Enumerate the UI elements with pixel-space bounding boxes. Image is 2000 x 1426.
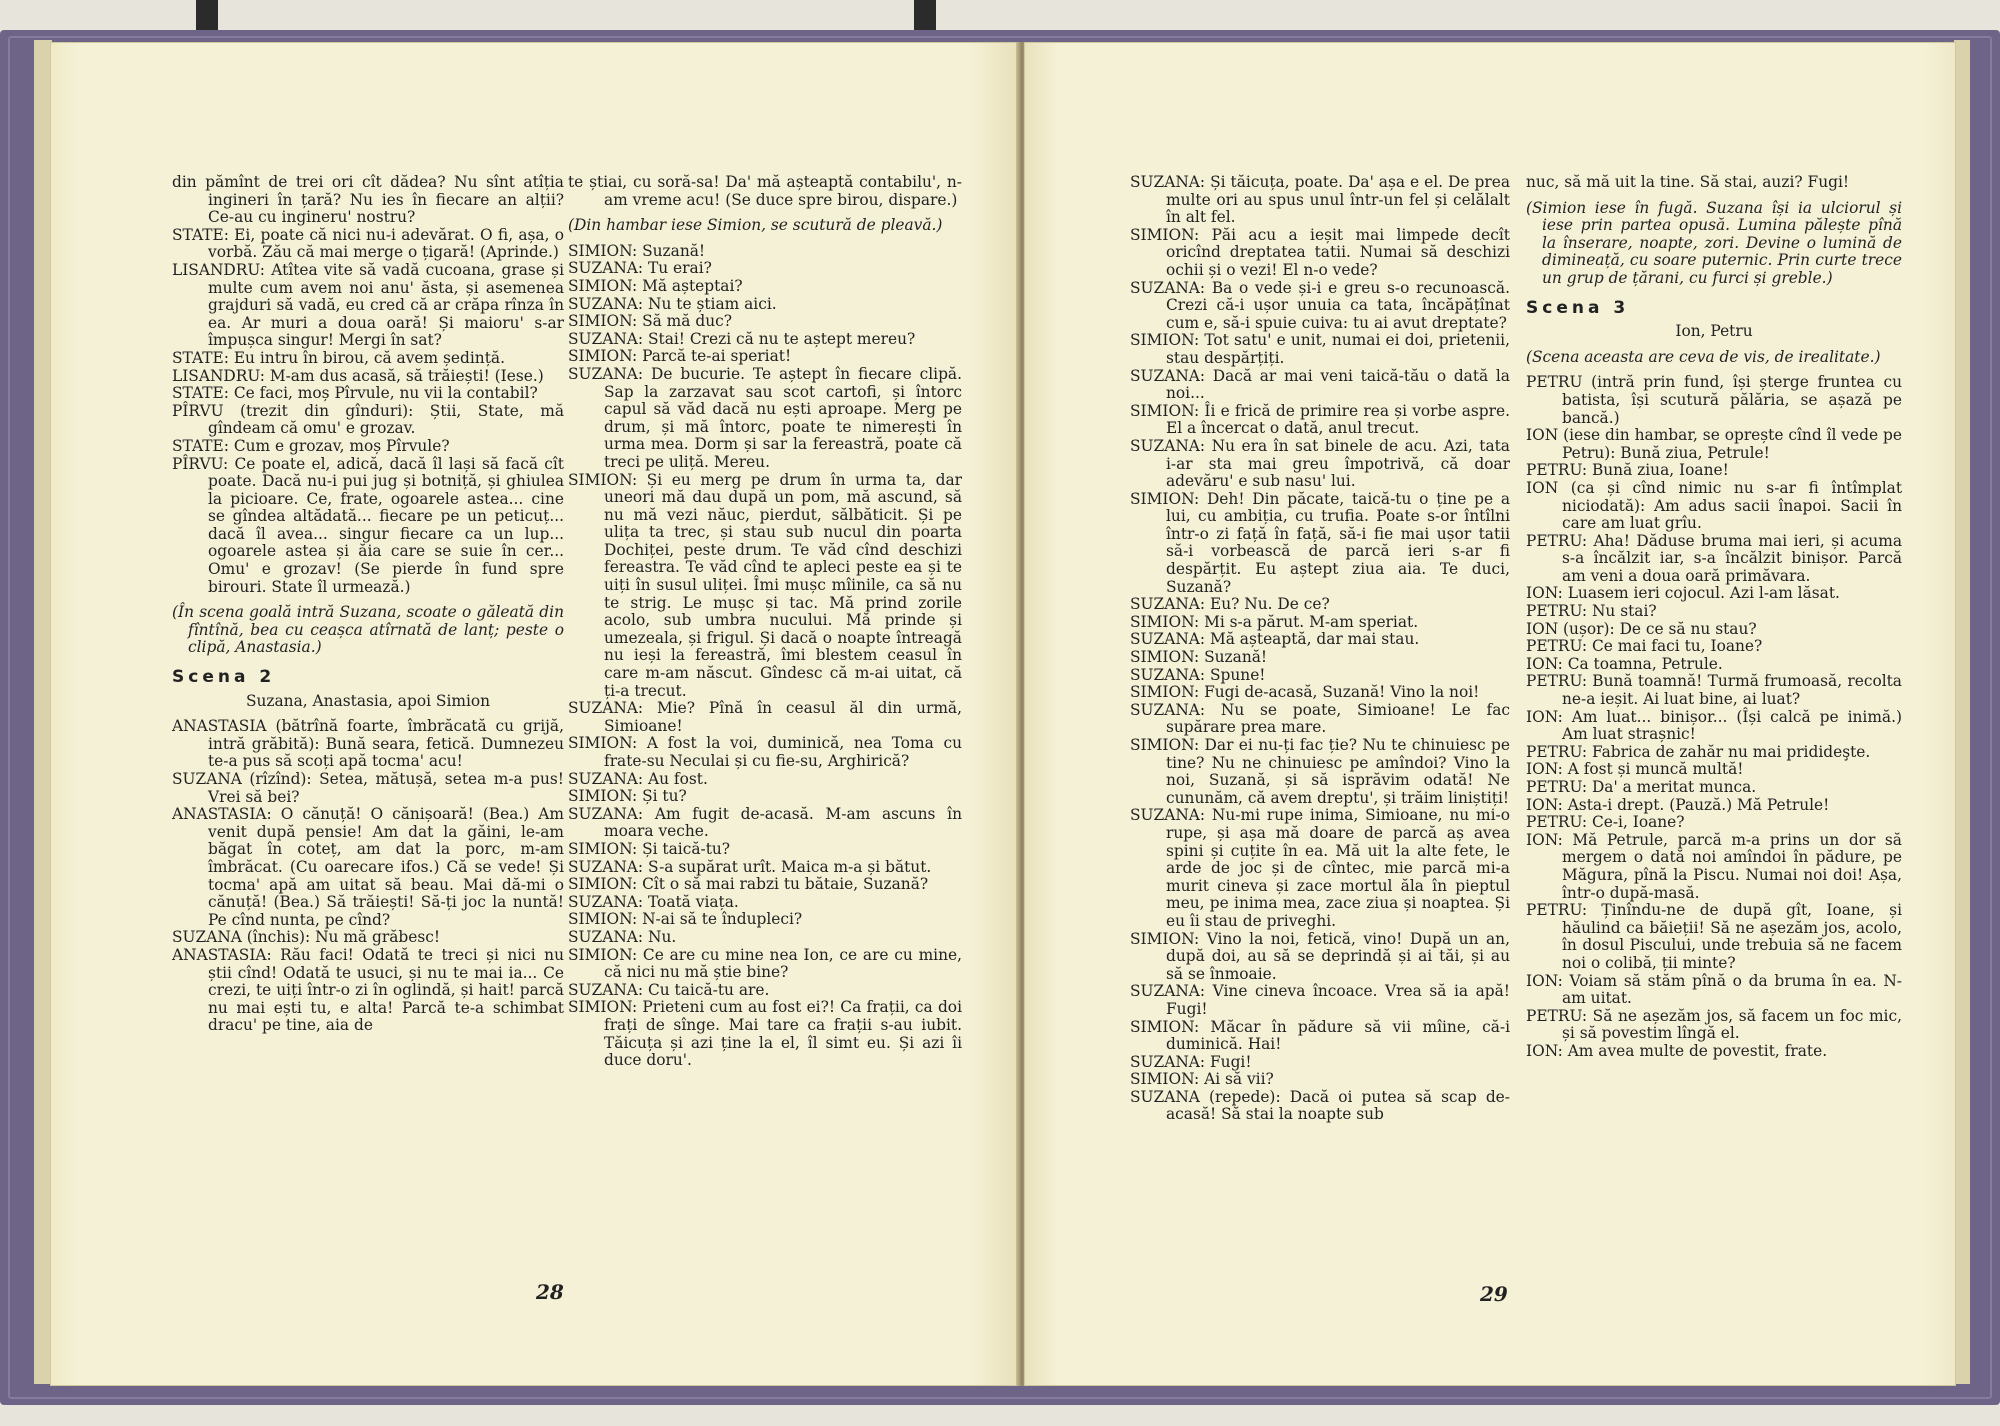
page-number-right: 29 [1480,1282,1508,1306]
dialogue-line: SIMION: Îi e frică de primire rea și vorbe aspre. El a încercat o dată, anul trecut. [1130,401,1510,438]
dialogue-line: SIMION: Păi acu a ieșit mai limpede decît oricînd dreptatea tatii. Numai să deschizi ochii și o vezi! El n-o vede? [1130,225,1510,279]
dialogue-line: SUZANA: Stai! Crezi că nu te aștept mereu? [568,329,916,348]
dialogue-line: SUZANA: Nu se poate, Simioane! Le fac supărare prea mare. [1130,700,1510,737]
left-page [50,42,1022,1386]
scene-cast: Suzana, Anastasia, apoi Simion [245,691,491,710]
dialogue-line: SIMION: Și taică-tu? [568,839,731,858]
dialogue-line: ION: Am luat... binișor... (Își calcă pe inimă.) Am luat strașnic! [1526,707,1902,744]
dialogue-line: PETRU: Fabrica de zahăr nu mai pridideşte. [1526,742,1871,761]
right-page [1024,42,1956,1386]
dialogue-line: SUZANA (repede): Dacă oi putea să scap de-acasă! Să stai la noapte sub [1130,1087,1510,1124]
left-page-column-1 [172,174,564,1035]
dialogue-line: SIMION: Să mă duc? [568,312,732,331]
dialogue-line: SUZANA: S-a supărat urît. Maica m-a și bătut. [568,857,932,876]
dialogue-line: SUZANA: Spune! [1130,665,1266,684]
binding-tape-right [914,0,936,32]
dialogue-line: ION: Luasem ieri cojocul. Azi l-am lăsat. [1526,584,1840,603]
dialogue-line: SUZANA: Ba o vede și-i e greu s-o recunoască. Crezi că-i ușor unuia ca tata, încăpățînat cum e, să-i spuie cuiva: tu ai avut dreptate? [1130,278,1510,332]
dialogue-line: SIMION: Ce are cu mine nea Ion, ce are cu mine, că nici nu mă știe bine? [568,945,962,982]
dialogue-line: ION (iese din hambar, se oprește cînd îl vede pe Petru): Bună ziua, Petrule! [1526,426,1902,462]
dialogue-line: SUZANA: Mie? Pînă în ceasul ăl din urmă, Simioane! [568,699,962,735]
stage-direction: (Scena aceasta are ceva de vis, de irealitate.) [1526,347,1881,366]
dialogue-line: PETRU: Ținîndu-ne de după gît, Ioane, și hăulind ca băieții! Să ne așezăm jos, acolo, în dosul Piscului, unde trebuia să ne facem noi o colibă, ții minte? [1526,901,1902,972]
stage-direction: (În scena goală intră Suzana, scoate o găleată din fîntînă, bea cu ceașca atîrnată de lanț; peste o clipă, Anastasia.) [172,603,564,657]
dialogue-line: SIMION: Dar ei nu-ți fac ție? Nu te chinuiesc pe tine? Nu ne chinuiesc pe amîndoi? Vino la noi, Suzană, și să isprăvim odată! Ne cununăm, că avem dreptu', și trăim liniștiți! [1130,736,1510,807]
dialogue-line: ANASTASIA (bătrînă foarte, îmbrăcată cu grijă, intră grăbită): Bună seara, fetică. Dumnezeu te-a pus să scoți apă tocma' acu! [172,717,564,771]
page-edges-right [1954,40,1970,1384]
dialogue-line: SUZANA: Mă așteaptă, dar mai stau. [1130,630,1420,649]
dialogue-line: SIMION: Și tu? [568,787,687,806]
dialogue-line: ANASTASIA: O cănuță! O cănișoară! (Bea.) Am venit după pensie! Am dat la găini, le-am băgat în coteț, am dat la porc, m-am îmbrăcat. (Cu oarecare ifos.) Că se vede! Și tocma' apă am uitat să beau. Mai dă-mi o cănuță! (Bea.) Să trăiești! Să-ți joc la nuntă! Pe cînd nunta, pe cînd? [172,805,564,929]
dialogue-line: SUZANA: Tu erai? [568,259,712,278]
dialogue-line: LISANDRU: M-am dus acasă, să trăiești! (Iese.) [172,366,544,385]
right-page-column-1 [1130,174,1510,1124]
dialogue-line: SIMION: Cît o să mai rabzi tu bătaie, Suzană? [568,875,929,894]
dialogue-line: PÎRVU: Ce poate el, adică, dacă îl lași să facă cît poate. Dacă nu-i pui jug și botniță, și ghiulea la picioare. Ce, frate, ogoarele astea... cine se gîndea altădată... fiecare pe un peticuț... dacă îl avea... singur fiecare ca un lup... ogoarele astea și ăia care se suie în cer... Omu' e grozav! (Se pierde în fund spre birouri. State îl urmează.) [172,454,564,596]
dialogue-line: SUZANA: Nu te știam aici. [568,294,777,313]
dialogue-line: STATE: Eu intru în birou, că avem ședință. [172,348,505,367]
dialogue-line: PETRU (intră prin fund, își șterge fruntea cu batista, își scutură pălăria, se așază pe bancă.) [1526,373,1902,427]
dialogue-line: SUZANA: Nu-mi rupe inima, Simioane, nu mi-o rupe, și așa mă doare de parcă aș avea spini și cuțite în ea. Mă uit la alte fete, le arde de joc și de cîntec, mie parcă mi-a murit cineva și zace mortul ăla în pieptul meu, pe inima mea, zace ziua și noaptea. Și eu îi stau de priveghi. [1130,806,1510,930]
dialogue-line: SUZANA (rîzînd): Setea, mătușă, setea m-a pus! Vrei să bei? [172,770,564,806]
dialogue-line: SIMION: Prieteni cum au fost ei?! Ca frații, ca doi frați de sînge. Mai tare ca frații s-au iubit. Tăicuța și azi ține la el, îl simt eu. Și azi îi duce doru'. [568,998,962,1070]
dialogue-line: SIMION: Suzană! [568,241,706,260]
dialogue-line: SIMION: Mi s-a părut. M-am speriat. [1130,612,1419,631]
dialogue-line: ION: Ca toamna, Petrule. [1526,654,1723,673]
dialogue-line: SIMION: Suzană! [1130,648,1268,667]
dialogue-line: PÎRVU (trezit din gînduri): Știi, State, mă gîndeam că omu' e grozav. [172,401,564,438]
dialogue-line: SUZANA: Nu era în sat binele de acu. Azi, tata i-ar sta mai greu împotrivă, că doar adevăru' e sub nasu' lui. [1130,436,1510,491]
dialogue-line: SIMION: Fugi de-acasă, Suzană! Vino la noi! [1130,683,1480,702]
dialogue-line: SIMION: N-ai să te înduplecі? [568,910,803,929]
dialogue-line: ION: Voiam să stăm pînă o da bruma în ea. N-am uitat. [1526,971,1902,1008]
dialogue-line: SUZANA: Și tăicuța, poate. Da' așa e el. De prea multe ori au spus unul într-un fel și celălalt în alt fel. [1130,173,1510,227]
dialogue-line: PETRU: Bună toamnă! Turmă frumoasă, recolta ne-a ieșit. Ai luat bine, ai luat? [1526,672,1902,709]
dialogue-line: SUZANA: Am fugit de-acasă. M-am ascuns în moara veche. [568,804,962,841]
dialogue-line: te știai, cu soră-sa! Da' mă așteaptă contabilu', n-am vreme acu! (Se duce spre birou, dispare.) [568,173,962,209]
dialogue-line: ION: Mă Petrule, parcă m-a prins un dor să mergem o dată noi amîndoi în pădure, pe Măgura, pînă la Piscu. Numai noi doi! Așa, într-o după-masă. [1526,830,1902,902]
dialogue-line: SUZANA: De bucurie. Te aștept în fiecare clipă. Sap la zarzavat sau scot cartofi, și întorc capul să văd dacă nu ești aproape. Merg pe drum, și mă întorc, poate te nimerești în urma mea. Dorm și sar la fereastră, poate că treci pe uliță. Mereu. [568,364,962,471]
right-page-column-2 [1526,174,1902,1061]
dialogue-line: SUZANA: Cu taică-tu are. [568,980,770,999]
dialogue-line: PETRU: Bună ziua, Ioane! [1526,461,1729,480]
dialogue-line: STATE: Cum e grozav, moș Pîrvule? [172,436,450,455]
dialogue-line: PETRU: Aha! Dăduse bruma mai ieri, și acuma s-a încălzit iar, s-a încălzit binișor. Parcă am veni a doua oară primăvara. [1526,531,1902,585]
dialogue-line: SIMION: Parcă te-ai speriat! [568,347,792,366]
dialogue-line: STATE: Ce faci, moș Pîrvule, nu vii la contabil? [172,384,538,403]
dialogue-line: SUZANA: Fugi! [1130,1052,1252,1071]
dialogue-line: SUZANA: Eu? Nu. De ce? [1130,595,1330,614]
dialogue-line: SIMION: Mă așteptai? [568,276,743,295]
dialogue-line: STATE: Ei, poate că nici nu-i adevărat. O fi, așa, o vorbă. Zău că mai merge o țigară! (Aprinde.) [172,225,564,262]
dialogue-line: ION: A fost și muncă multă! [1526,760,1744,779]
dialogue-line: nuc, să mă uit la tine. Să stai, auzi? Fugi! [1526,173,1850,191]
dialogue-line: ION: Am avea multe de povestit, frate. [1526,1041,1828,1060]
scene-heading: Scena 2 [172,667,276,688]
dialogue-line: SIMION: Ai să vii? [1130,1070,1274,1089]
dialogue-line: SIMION: Și eu merg pe drum în urma ta, dar uneori mă dau după un pom, mă ascund, să nu mă vezi năuc, pierdut, sălbăticit. Și pe ulița ta trec, și stau sub nucul din poarta Dochiței, peste drum. Te văd cînd deschizi fereastra. Te văd cînd te apleci peste ea și te uiți în susul uliței. Îmi mușc mîinile, ca să nu te strig. Le mușc și tac. Mă prind zorile acolo, sub umbra nucului. Mă prinde și umezeala, și frigul. Și dacă o noapte întreagă nu ieși la fereastră, îmi blestem ceasul în care m-am născut. Gîndesc că m-ai uitat, că ți-a trecut. [568,470,962,700]
dialogue-line: SIMION: A fost la voi, duminică, nea Toma cu frate-su Neculai și cu fie-su, Arghirică? [568,734,962,770]
binding-tape-left [196,0,218,32]
dialogue-line: din pămînt de trei ori cît dădea? Nu sînt atîția ingineri în țară? Nu ies în fiecare an alții? Ce-au cu ingineru' nostru? [172,173,564,227]
dialogue-line: SUZANA: Nu. [568,927,677,946]
scene-heading: Scena 3 [1526,297,1630,318]
dialogue-line: ION (ușor): De ce să nu stau? [1526,619,1757,638]
dialogue-line: SIMION: Deh! Din păcate, taică-tu o ține pe a lui, cu ambiția, cu trufia. Poate s-or întîlni într-o zi față în față, să-i fie mai ușor tatii să-i vorbească de parcă ieri s-ar fi despărțit. Eu aștept ziua aia. Te duci, Suzană? [1130,489,1510,596]
stage-direction: (Din hambar iese Simion, se scutură de pleavă.) [568,216,943,235]
dialogue-line: ANASTASIA: Rău faci! Odată te treci și nici nu știi cînd! Odată te usuci, și nu te mai ia... Ce crezi, te uiți într-o zi în oglindă, și hait! parcă nu mai ești tu, e alta! Parcă te-a schimbat dracu' pe tine, aia de [172,945,564,1035]
dialogue-line: PETRU: Ce-i, Ioane? [1526,813,1685,832]
dialogue-line: PETRU: Să ne așezăm jos, să facem un foc mic, și să povestim lîngă el. [1526,1006,1902,1043]
dialogue-line: SUZANA (închis): Nu mă grăbesc! [172,928,441,947]
dialogue-line: ION (ca și cînd nimic nu s-ar fi întîmplat niciodată): Am adus sacii înapoi. Sacii în care am luat grîu. [1526,478,1902,533]
scene-cast: Ion, Petru [1675,322,1753,341]
dialogue-line: SUZANA: Toată viața. [568,892,739,911]
stage-direction: (Simion iese în fugă. Suzana își ia ulciorul și iese prin partea opusă. Lumina pălește pînă la înserare, noapte, zori. Devine o lumină de dimineață, cu soare puternic. Prin curte trece un grup de țărani, cu furci și greble.) [1526,198,1902,287]
dialogue-line: SIMION: Vino la noi, fetică, vino! După un an, după doi, au să se deprindă și ai tăi, și au să se înmoaie. [1130,929,1510,983]
dialogue-line: SUZANA: Au fost. [568,769,708,788]
dialogue-line: LISANDRU: Atîtea vite să vadă cucoana, grase și multe cum avem noi anu' ăsta, și asemenea grajduri să vadă, eu cred că ar crăpa rînza în ea. Ar muri a doua oară! Și maioru' s-ar împușca singur! Mergi în sat? [172,260,564,350]
dialogue-line: PETRU: Da' a meritat munca. [1526,778,1757,796]
dialogue-line: SUZANA: Dacă ar mai veni taică-tău o dată la noi... [1130,366,1510,403]
page-number-left: 28 [536,1280,564,1304]
dialogue-line: SUZANA: Vine cineva încoace. Vrea să ia apă! Fugi! [1130,982,1510,1018]
dialogue-line: SIMION: Măcar în pădure să vii mîine, că-i duminică. Hai! [1130,1017,1510,1054]
left-page-column-2 [568,174,962,1070]
dialogue-line: PETRU: Nu stai? [1526,602,1657,621]
dialogue-line: SIMION: Tot satu' e unit, numai ei doi, prietenii, stau despărțiți. [1130,331,1510,367]
dialogue-line: ION: Asta-i drept. (Pauză.) Mă Petrule! [1526,795,1830,814]
dialogue-line: PETRU: Ce mai faci tu, Ioane? [1526,637,1763,656]
